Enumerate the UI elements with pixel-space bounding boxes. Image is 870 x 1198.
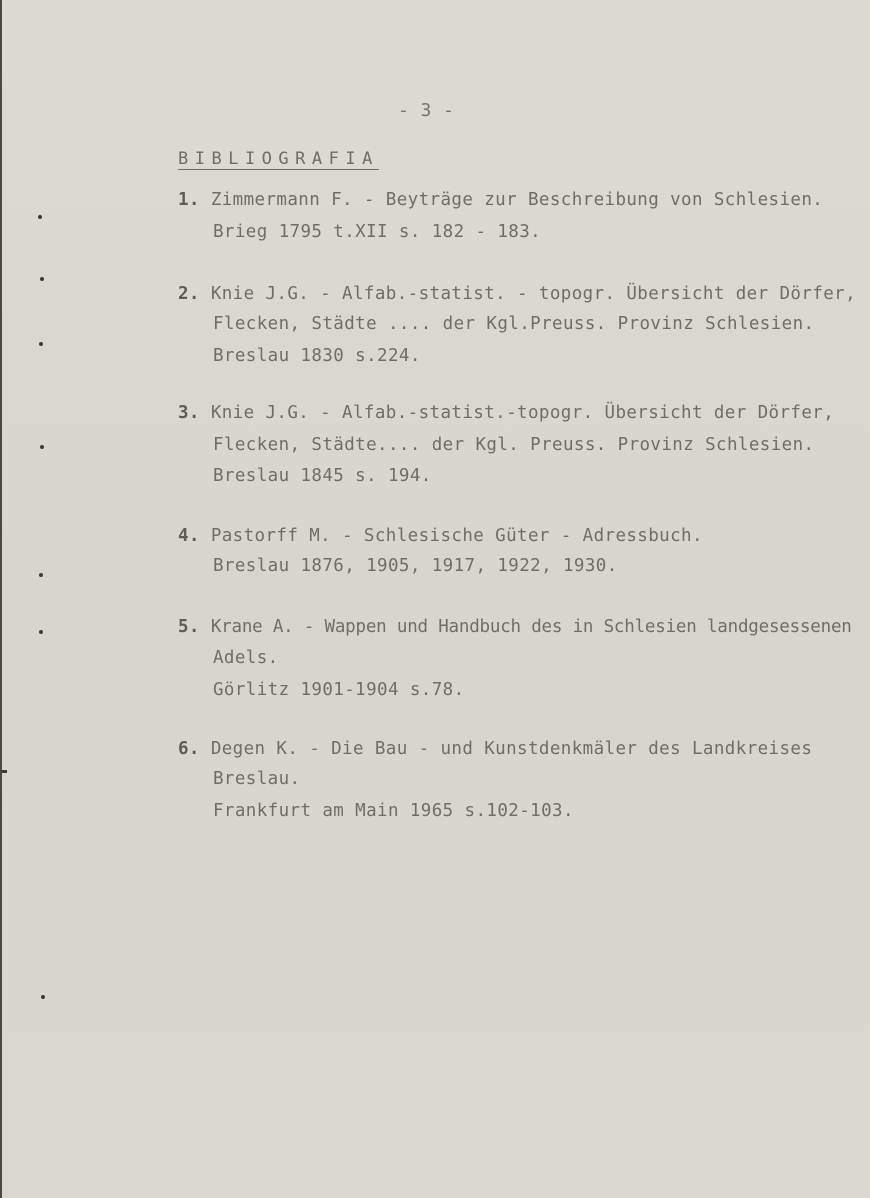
entry-line: Breslau 1876, 1905, 1917, 1922, 1930. — [213, 556, 618, 576]
entry-line — [178, 190, 823, 210]
entry-text: Pastorff M. - Schlesische Güter - Adressbuch. — [210, 526, 703, 546]
margin-dot — [38, 215, 42, 219]
entry-number: 4. — [178, 526, 200, 546]
entry-line: Frankfurt am Main 1965 s.102-103. — [213, 801, 574, 821]
entry-number: 3. — [178, 403, 200, 423]
entry-text: Krane A. - Wappen und Handbuch des in Schlesien landgesessenen — [210, 617, 852, 637]
entry-line: Brieg 1795 t.XII s. 182 - 183. — [213, 222, 542, 242]
margin-dot — [40, 277, 44, 281]
entry-line: Flecken, Städte.... der Kgl. Preuss. Provinz Schlesien. — [213, 435, 815, 455]
margin-dot — [39, 630, 43, 634]
entry-line: Breslau 1845 s. 194. — [213, 466, 432, 486]
entry-line — [178, 739, 812, 759]
page-number: - 3 - — [398, 100, 455, 121]
margin-dot — [41, 995, 45, 999]
entry-line — [178, 526, 703, 546]
entry-text: Knie J.G. - Alfab.-statist.-topogr. Übersicht der Dörfer, — [210, 403, 835, 423]
entry-line: Flecken, Städte .... der Kgl.Preuss. Provinz Schlesien. — [213, 314, 815, 334]
entry-line: Adels. — [213, 648, 279, 668]
margin-dot — [39, 573, 43, 577]
entry-line: Breslau 1830 s.224. — [213, 346, 421, 366]
edge-mark — [2, 770, 7, 773]
entry-number: 1. — [178, 190, 200, 210]
entry-number: 5. — [178, 617, 200, 637]
margin-dot — [40, 445, 44, 449]
entry-number: 6. — [178, 739, 200, 759]
entry-number: 2. — [178, 284, 200, 304]
margin-dot — [39, 342, 43, 346]
entry-text: Zimmermann F. - Beyträge zur Beschreibung von Schlesien. — [210, 190, 824, 210]
entry-line — [178, 284, 856, 304]
bibliography-heading: BIBLIOGRAFIA — [178, 149, 379, 169]
entry-text: Knie J.G. - Alfab.-statist. - topogr. Übersicht der Dörfer, — [210, 284, 857, 304]
entry-text: Degen K. - Die Bau - und Kunstdenkmäler des Landkreises — [210, 739, 813, 759]
entry-line: Breslau. — [213, 769, 301, 789]
entry-line: Görlitz 1901-1904 s.78. — [213, 680, 465, 700]
entry-line — [178, 403, 834, 423]
entry-line — [178, 617, 852, 637]
